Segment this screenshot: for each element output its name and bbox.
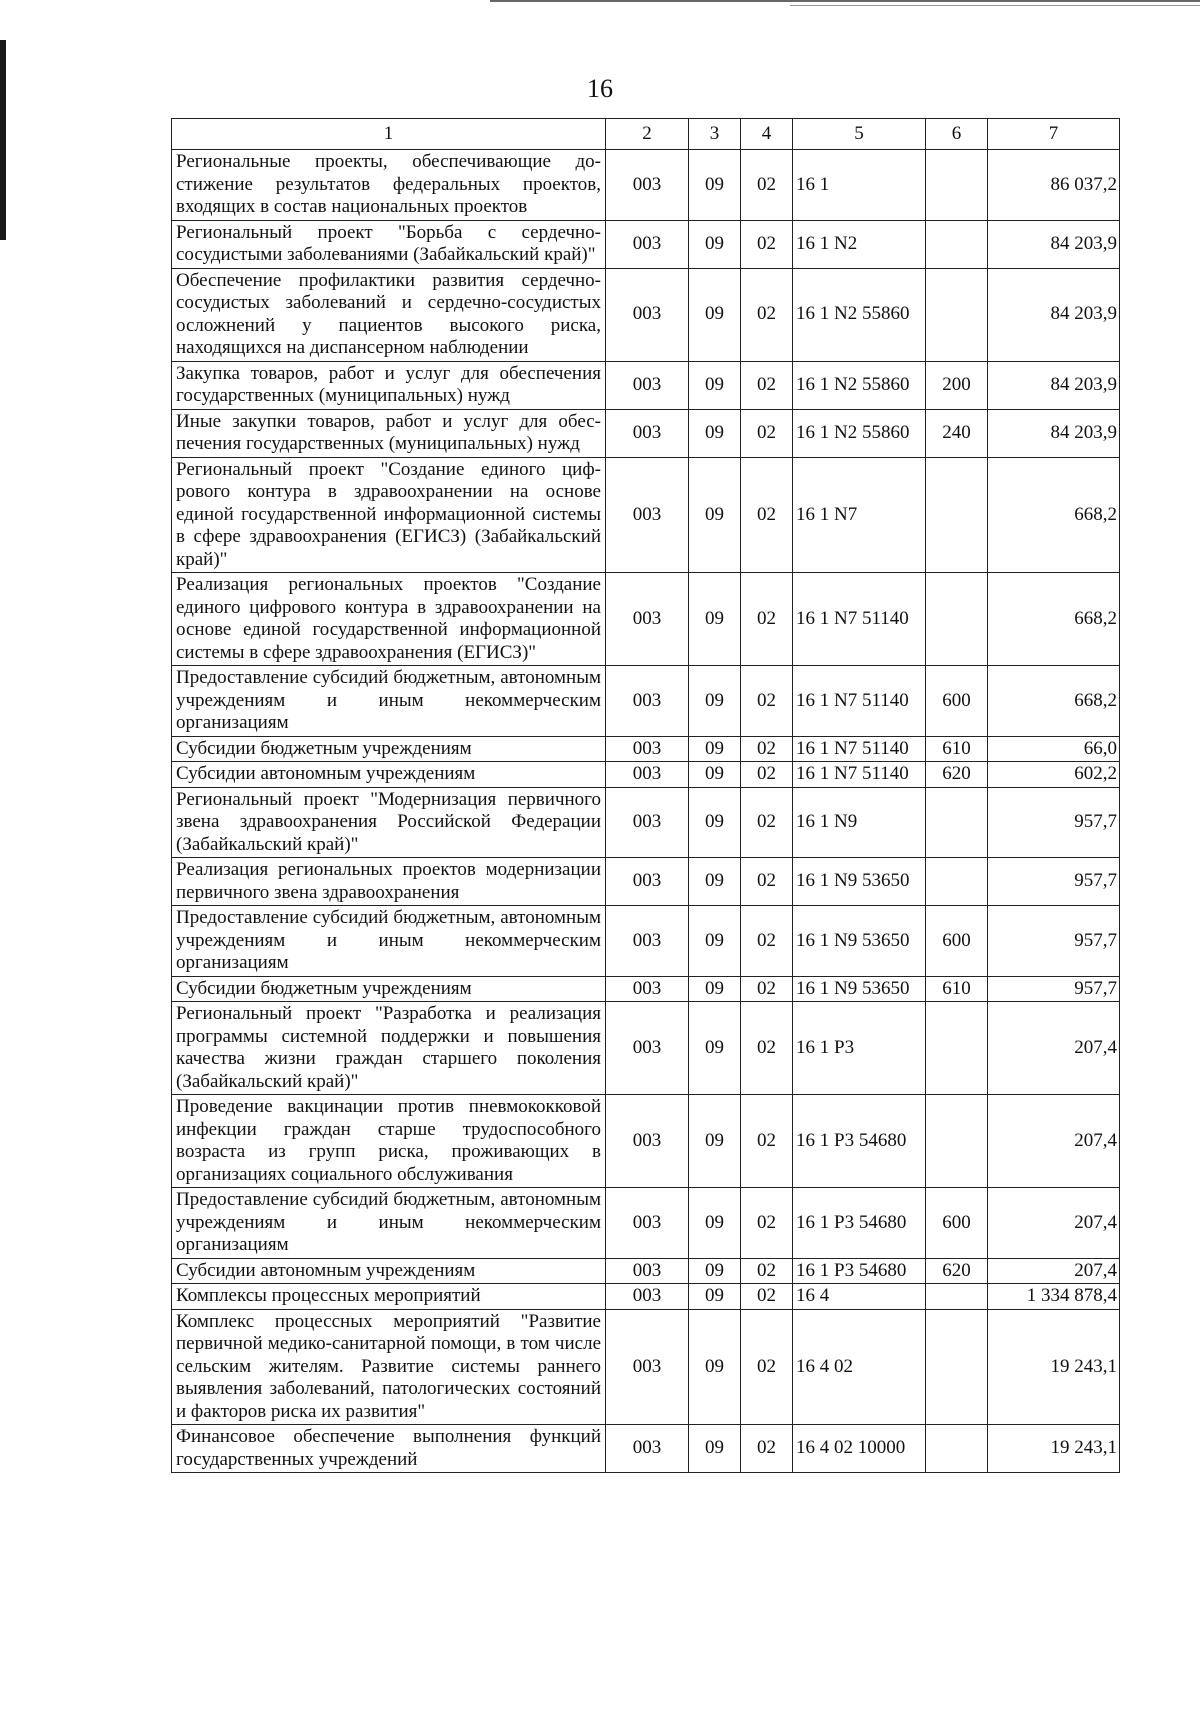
cell-subsection: 02 bbox=[741, 268, 793, 361]
cell-section: 09 bbox=[689, 150, 741, 221]
cell-amount: 207,4 bbox=[988, 1002, 1120, 1095]
cell-section: 09 bbox=[689, 762, 741, 788]
cell-admin-code: 003 bbox=[606, 268, 689, 361]
table-row bbox=[172, 150, 1120, 221]
cell-target-article: 16 1 N2 55860 bbox=[793, 361, 926, 409]
cell-name: Субсидии автономным учреждениям bbox=[172, 762, 606, 788]
table-row bbox=[172, 1309, 1120, 1425]
cell-expense-type bbox=[926, 573, 988, 666]
cell-admin-code: 003 bbox=[606, 1095, 689, 1188]
cell-subsection: 02 bbox=[741, 762, 793, 788]
cell-target-article: 16 4 02 10000 bbox=[793, 1425, 926, 1473]
scan-top-rule bbox=[490, 0, 1200, 2]
cell-expense-type bbox=[926, 858, 988, 906]
table-row bbox=[172, 858, 1120, 906]
cell-target-article: 16 1 N7 bbox=[793, 457, 926, 573]
cell-target-article: 16 1 N7 51140 bbox=[793, 736, 926, 762]
cell-name: Субсидии автономным учреждениям bbox=[172, 1258, 606, 1284]
cell-section: 09 bbox=[689, 457, 741, 573]
header-col-5: 5 bbox=[793, 119, 926, 150]
cell-target-article: 16 1 N2 55860 bbox=[793, 409, 926, 457]
cell-target-article: 16 1 N7 51140 bbox=[793, 762, 926, 788]
cell-name: Закупка товаров, работ и услуг для обеспечения государственных (муниципальных) нужд bbox=[172, 361, 606, 409]
cell-amount: 207,4 bbox=[988, 1258, 1120, 1284]
cell-name: Комплексы процессных мероприятий bbox=[172, 1284, 606, 1310]
cell-amount: 84 203,9 bbox=[988, 268, 1120, 361]
cell-expense-type bbox=[926, 1309, 988, 1425]
cell-amount: 602,2 bbox=[988, 762, 1120, 788]
cell-subsection: 02 bbox=[741, 1258, 793, 1284]
cell-subsection: 02 bbox=[741, 361, 793, 409]
cell-name: Финансовое обеспечение выполнения функций государственных учреждений bbox=[172, 1425, 606, 1473]
cell-subsection: 02 bbox=[741, 409, 793, 457]
cell-name: Предоставление субсидий бюджетным, автономным учреждениям и иным некоммерческим организациям bbox=[172, 666, 606, 737]
cell-section: 09 bbox=[689, 906, 741, 977]
cell-admin-code: 003 bbox=[606, 1188, 689, 1259]
cell-name: Реализация региональных проектов "Создание единого цифрового контура в здравоохранении на основе единой государственной информационной системы в сфере здравоохранения (ЕГИСЗ)" bbox=[172, 573, 606, 666]
cell-section: 09 bbox=[689, 1284, 741, 1310]
cell-name: Региональные проекты, обеспечивающие достижение результатов федеральных проектов, входящих в состав национальных проектов bbox=[172, 150, 606, 221]
cell-amount: 66,0 bbox=[988, 736, 1120, 762]
cell-name: Иные закупки товаров, работ и услуг для обеспечения государственных (муниципальных) нужд bbox=[172, 409, 606, 457]
cell-amount: 207,4 bbox=[988, 1188, 1120, 1259]
budget-table bbox=[171, 118, 1120, 1473]
cell-section: 09 bbox=[689, 361, 741, 409]
cell-subsection: 02 bbox=[741, 1284, 793, 1310]
cell-subsection: 02 bbox=[741, 976, 793, 1002]
table-row bbox=[172, 1258, 1120, 1284]
table-row bbox=[172, 1425, 1120, 1473]
cell-subsection: 02 bbox=[741, 573, 793, 666]
cell-expense-type bbox=[926, 457, 988, 573]
cell-section: 09 bbox=[689, 666, 741, 737]
cell-expense-type bbox=[926, 1425, 988, 1473]
cell-section: 09 bbox=[689, 573, 741, 666]
cell-name: Региональный проект "Борьба с сердечно-сосудистыми заболеваниями (Забайкальский край)" bbox=[172, 220, 606, 268]
cell-admin-code: 003 bbox=[606, 666, 689, 737]
cell-section: 09 bbox=[689, 858, 741, 906]
cell-name: Региональный проект "Модернизация первичного звена здравоохранения Российской Федерации (Забайкальский край)" bbox=[172, 787, 606, 858]
table-row bbox=[172, 976, 1120, 1002]
cell-amount: 957,7 bbox=[988, 906, 1120, 977]
table-row bbox=[172, 787, 1120, 858]
cell-expense-type bbox=[926, 150, 988, 221]
table-row bbox=[172, 1188, 1120, 1259]
cell-subsection: 02 bbox=[741, 457, 793, 573]
table-row bbox=[172, 268, 1120, 361]
cell-admin-code: 003 bbox=[606, 736, 689, 762]
cell-amount: 84 203,9 bbox=[988, 409, 1120, 457]
cell-section: 09 bbox=[689, 409, 741, 457]
header-col-7: 7 bbox=[988, 119, 1120, 150]
cell-expense-type bbox=[926, 787, 988, 858]
cell-admin-code: 003 bbox=[606, 573, 689, 666]
scan-top-rule-secondary bbox=[790, 5, 1200, 6]
cell-subsection: 02 bbox=[741, 787, 793, 858]
table-header-row bbox=[172, 119, 1120, 150]
page-number: 16 bbox=[587, 74, 613, 103]
cell-subsection: 02 bbox=[741, 666, 793, 737]
cell-name: Предоставление субсидий бюджетным, автономным учреждениям и иным некоммерческим организациям bbox=[172, 906, 606, 977]
cell-target-article: 16 1 N9 bbox=[793, 787, 926, 858]
cell-target-article: 16 1 P3 54680 bbox=[793, 1258, 926, 1284]
table-row bbox=[172, 220, 1120, 268]
cell-amount: 668,2 bbox=[988, 573, 1120, 666]
cell-subsection: 02 bbox=[741, 906, 793, 977]
cell-admin-code: 003 bbox=[606, 1425, 689, 1473]
cell-target-article: 16 1 N2 bbox=[793, 220, 926, 268]
cell-expense-type: 600 bbox=[926, 1188, 988, 1259]
cell-target-article: 16 1 P3 54680 bbox=[793, 1095, 926, 1188]
cell-subsection: 02 bbox=[741, 150, 793, 221]
header-col-4: 4 bbox=[741, 119, 793, 150]
table-row bbox=[172, 736, 1120, 762]
cell-admin-code: 003 bbox=[606, 220, 689, 268]
cell-name: Региональный проект "Разработка и реализация программы системной поддержки и повышения качества жизни граждан старшего поколения (Забайкальский край)" bbox=[172, 1002, 606, 1095]
table-row bbox=[172, 906, 1120, 977]
cell-amount: 668,2 bbox=[988, 666, 1120, 737]
cell-target-article: 16 1 N7 51140 bbox=[793, 573, 926, 666]
table-row bbox=[172, 762, 1120, 788]
cell-subsection: 02 bbox=[741, 736, 793, 762]
cell-target-article: 16 1 P3 54680 bbox=[793, 1188, 926, 1259]
cell-amount: 957,7 bbox=[988, 976, 1120, 1002]
cell-admin-code: 003 bbox=[606, 150, 689, 221]
cell-admin-code: 003 bbox=[606, 858, 689, 906]
header-col-1: 1 bbox=[172, 119, 606, 150]
cell-name: Субсидии бюджетным учреждениям bbox=[172, 736, 606, 762]
cell-expense-type: 200 bbox=[926, 361, 988, 409]
cell-subsection: 02 bbox=[741, 1188, 793, 1259]
scan-edge-mark bbox=[0, 40, 6, 240]
cell-expense-type bbox=[926, 268, 988, 361]
cell-section: 09 bbox=[689, 736, 741, 762]
cell-target-article: 16 1 N2 55860 bbox=[793, 268, 926, 361]
cell-target-article: 16 1 bbox=[793, 150, 926, 221]
cell-name: Комплекс процессных мероприятий "Развитие первичной медико-санитарной помощи, в том числе сельским жителям. Развитие системы раннего выявления заболеваний, патологических состояний и факторов риска их развития" bbox=[172, 1309, 606, 1425]
cell-amount: 957,7 bbox=[988, 787, 1120, 858]
cell-section: 09 bbox=[689, 1258, 741, 1284]
cell-amount: 668,2 bbox=[988, 457, 1120, 573]
cell-admin-code: 003 bbox=[606, 976, 689, 1002]
cell-amount: 957,7 bbox=[988, 858, 1120, 906]
cell-target-article: 16 1 N7 51140 bbox=[793, 666, 926, 737]
cell-amount: 1 334 878,4 bbox=[988, 1284, 1120, 1310]
table-row bbox=[172, 409, 1120, 457]
cell-admin-code: 003 bbox=[606, 1284, 689, 1310]
cell-section: 09 bbox=[689, 1425, 741, 1473]
cell-amount: 84 203,9 bbox=[988, 361, 1120, 409]
header-col-2: 2 bbox=[606, 119, 689, 150]
cell-expense-type: 620 bbox=[926, 1258, 988, 1284]
cell-subsection: 02 bbox=[741, 1002, 793, 1095]
cell-subsection: 02 bbox=[741, 1309, 793, 1425]
cell-admin-code: 003 bbox=[606, 1258, 689, 1284]
cell-target-article: 16 4 bbox=[793, 1284, 926, 1310]
cell-admin-code: 003 bbox=[606, 1002, 689, 1095]
table-row bbox=[172, 1284, 1120, 1310]
table-row bbox=[172, 666, 1120, 737]
table-row bbox=[172, 457, 1120, 573]
cell-expense-type: 620 bbox=[926, 762, 988, 788]
cell-name: Предоставление субсидий бюджетным, автономным учреждениям и иным некоммерческим организациям bbox=[172, 1188, 606, 1259]
cell-admin-code: 003 bbox=[606, 409, 689, 457]
cell-expense-type: 610 bbox=[926, 976, 988, 1002]
cell-admin-code: 003 bbox=[606, 906, 689, 977]
cell-section: 09 bbox=[689, 1188, 741, 1259]
cell-section: 09 bbox=[689, 220, 741, 268]
table-body bbox=[172, 150, 1120, 1473]
cell-amount: 84 203,9 bbox=[988, 220, 1120, 268]
table-row bbox=[172, 1002, 1120, 1095]
header-col-6: 6 bbox=[926, 119, 988, 150]
cell-name: Проведение вакцинации против пневмококковой инфекции граждан старше трудоспособного возраста из групп риска, проживающих в организациях социального обслуживания bbox=[172, 1095, 606, 1188]
cell-expense-type: 600 bbox=[926, 906, 988, 977]
cell-name: Региональный проект "Создание единого цифрового контура в здравоохранении на основе единой государственной информационной системы в сфере здравоохранения (ЕГИСЗ) (Забайкальский край)" bbox=[172, 457, 606, 573]
cell-target-article: 16 1 P3 bbox=[793, 1002, 926, 1095]
cell-admin-code: 003 bbox=[606, 787, 689, 858]
cell-amount: 207,4 bbox=[988, 1095, 1120, 1188]
cell-target-article: 16 1 N9 53650 bbox=[793, 976, 926, 1002]
cell-admin-code: 003 bbox=[606, 762, 689, 788]
cell-admin-code: 003 bbox=[606, 361, 689, 409]
cell-section: 09 bbox=[689, 268, 741, 361]
cell-name: Обеспечение профилактики развития сердечно-сосудистых заболеваний и сердечно-сосудистых осложнений у пациентов высокого риска, находящихся на диспансерном наблюдении bbox=[172, 268, 606, 361]
cell-expense-type: 600 bbox=[926, 666, 988, 737]
cell-expense-type bbox=[926, 220, 988, 268]
cell-section: 09 bbox=[689, 787, 741, 858]
cell-subsection: 02 bbox=[741, 1425, 793, 1473]
cell-name: Реализация региональных проектов модернизации первичного звена здравоохранения bbox=[172, 858, 606, 906]
table-row bbox=[172, 573, 1120, 666]
cell-amount: 86 037,2 bbox=[988, 150, 1120, 221]
cell-expense-type bbox=[926, 1002, 988, 1095]
cell-amount: 19 243,1 bbox=[988, 1309, 1120, 1425]
cell-expense-type bbox=[926, 1284, 988, 1310]
cell-target-article: 16 1 N9 53650 bbox=[793, 906, 926, 977]
table-row bbox=[172, 361, 1120, 409]
cell-subsection: 02 bbox=[741, 858, 793, 906]
cell-section: 09 bbox=[689, 1002, 741, 1095]
cell-admin-code: 003 bbox=[606, 1309, 689, 1425]
cell-target-article: 16 1 N9 53650 bbox=[793, 858, 926, 906]
cell-name: Субсидии бюджетным учреждениям bbox=[172, 976, 606, 1002]
cell-target-article: 16 4 02 bbox=[793, 1309, 926, 1425]
cell-section: 09 bbox=[689, 976, 741, 1002]
cell-subsection: 02 bbox=[741, 1095, 793, 1188]
cell-expense-type: 610 bbox=[926, 736, 988, 762]
cell-section: 09 bbox=[689, 1095, 741, 1188]
table-row bbox=[172, 1095, 1120, 1188]
cell-amount: 19 243,1 bbox=[988, 1425, 1120, 1473]
cell-section: 09 bbox=[689, 1309, 741, 1425]
cell-expense-type bbox=[926, 1095, 988, 1188]
cell-expense-type: 240 bbox=[926, 409, 988, 457]
cell-subsection: 02 bbox=[741, 220, 793, 268]
cell-admin-code: 003 bbox=[606, 457, 689, 573]
header-col-3: 3 bbox=[689, 119, 741, 150]
